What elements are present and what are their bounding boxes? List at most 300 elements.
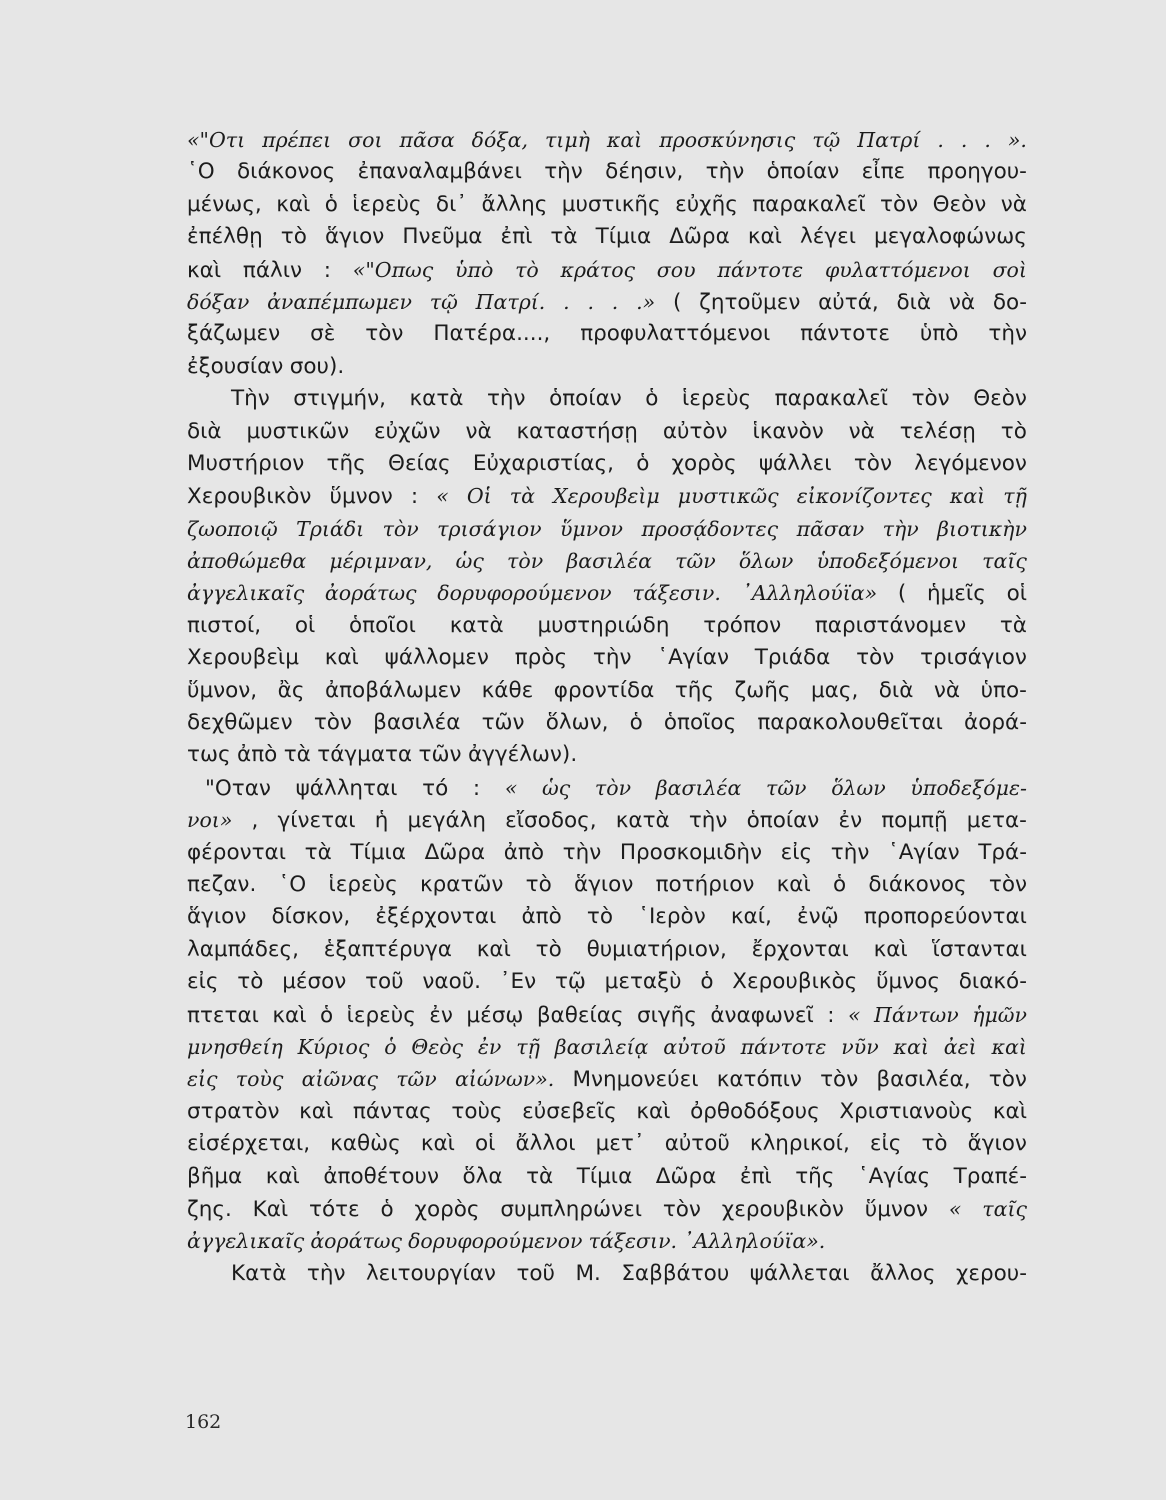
word: Χερουβικὸς [732, 969, 858, 995]
text-line [187, 254, 1027, 286]
word: τῆς [674, 677, 715, 703]
word: ὁποίαν [766, 159, 840, 185]
word: Χερουβικὸν [187, 484, 312, 510]
word: τοῦ [516, 1260, 555, 1286]
word: τὸν [856, 645, 895, 671]
word: ἀπὸ [503, 839, 545, 865]
italic-word: ἀγγελικαῖς [187, 1229, 305, 1254]
word: Τριάδα [754, 645, 831, 671]
italic-word: καὶ [991, 1034, 1027, 1059]
word: νὰ [848, 418, 875, 444]
word: τὸ [921, 1131, 948, 1157]
italic-word: δορυφορούμενον [408, 1229, 583, 1254]
italic-word: τάξεσιν. [588, 1229, 678, 1254]
word: τὸν [853, 450, 892, 476]
word: ᾽Εν [499, 969, 537, 995]
italic-word: δόξαν [187, 289, 250, 314]
italic-word: ὕμνον [559, 516, 624, 541]
word: τὰ [999, 612, 1027, 638]
italic-word: πάντοτε [740, 1034, 827, 1059]
word: πομπῇ [881, 808, 948, 834]
word: τῶν [481, 710, 525, 736]
italic-word: νοι» [187, 808, 233, 833]
word: ἅγιον [187, 904, 247, 930]
word: δο- [992, 289, 1027, 315]
word: : [827, 1002, 835, 1028]
text-line [187, 124, 1027, 156]
text-line [187, 1096, 1027, 1128]
text-line [187, 545, 1027, 577]
word: τρόπον [703, 612, 782, 638]
text-line [187, 804, 1027, 836]
word: τὴν [544, 159, 583, 185]
word: ὁ [380, 1196, 394, 1222]
word: εἰς [187, 969, 219, 995]
italic-word: εἰκονίζοντες [796, 484, 932, 509]
word: Μυστήριον [187, 450, 305, 476]
italic-word: πᾶσαν [796, 516, 865, 541]
italic-word: σου [656, 257, 696, 282]
text-line [187, 1193, 1027, 1225]
word: Θεὸν [932, 191, 987, 217]
word: ὑπὸ [919, 321, 959, 347]
word: : [410, 484, 419, 510]
word: ἀπὸ [521, 904, 562, 930]
text-line [187, 675, 1027, 707]
word: κληρικοί, [749, 1131, 850, 1157]
word: τῆς [326, 450, 366, 476]
text-line [187, 772, 1027, 804]
italic-word: ἀγγελικαῖς [187, 581, 305, 606]
italic-word: προσκύνησις [659, 128, 796, 152]
italic-word: σοι [348, 128, 383, 152]
italic-word: καὶ [949, 484, 986, 509]
text-line [187, 1128, 1027, 1160]
word: : [472, 775, 481, 801]
italic-word: τὸν [594, 775, 632, 800]
word: Πατέρα...., [433, 321, 551, 347]
word: ἐνῷ [797, 904, 839, 930]
word: μεγάλη [407, 808, 487, 834]
text-line [187, 642, 1027, 674]
word: Τίμια [576, 1163, 633, 1189]
word: ὅλα [462, 1163, 503, 1189]
italic-word: εἰς [187, 1067, 218, 1092]
word: ῾Αγίας [857, 1163, 931, 1189]
italic-word: Πατρί. [475, 289, 546, 314]
word: τῷ [554, 969, 586, 995]
word: ( [897, 581, 907, 607]
word: τὸ [1000, 418, 1027, 444]
word: τὴν [830, 839, 870, 865]
word: καὶ [324, 645, 359, 671]
word: τὸ [535, 936, 562, 962]
word: τὸν [988, 871, 1027, 897]
word: ὁ [629, 710, 643, 736]
italic-word: «"Οτι [187, 128, 246, 152]
word: εἰς [780, 839, 813, 865]
word: εἶπε [861, 159, 906, 185]
word: τὸ [280, 224, 307, 250]
word: βασιλέα, [876, 1067, 971, 1093]
word: λεγόμενον [914, 450, 1027, 476]
word: δίσκον, [271, 904, 351, 930]
italic-word: . [984, 128, 991, 152]
word: ὁ [833, 871, 847, 897]
word: ἄλλοι [515, 1131, 576, 1157]
word: τὰ [304, 839, 332, 865]
italic-word: Τριάδι [296, 516, 365, 541]
italic-word: ᾽Αλληλούϊα». [683, 1229, 826, 1254]
text-line [187, 901, 1027, 933]
word: εἴσοδος, [505, 808, 597, 834]
word: μας, [810, 677, 859, 703]
italic-word: πρέπει [262, 128, 332, 152]
word: καὶ [747, 224, 782, 250]
word: ἱερεὺς [681, 386, 752, 412]
word: ἄλλης [481, 191, 548, 217]
italic-word: αἰώνων». [454, 1067, 555, 1092]
word: μέσον [282, 969, 347, 995]
italic-word: τρισάγιον [437, 516, 542, 541]
word: καὶ [992, 1098, 1027, 1124]
italic-word: βασιλέα [655, 775, 742, 800]
italic-word: ἀποθώμεθα [187, 549, 307, 574]
word: χερου- [955, 1260, 1027, 1286]
word: ἱερεὺς [328, 871, 398, 897]
italic-word: τῇ [1003, 484, 1027, 509]
italic-word: καὶ [893, 1034, 929, 1059]
word: , [251, 808, 259, 834]
word: στιγμήν, [293, 386, 386, 412]
text-line [187, 739, 1027, 771]
word: κατὰ [615, 808, 670, 834]
word: λέγει [800, 224, 856, 250]
word: ὕμνον [329, 484, 393, 510]
word: Μνημονεύει [572, 1067, 699, 1093]
word: Τρά- [978, 839, 1027, 865]
italic-word: αἰῶνας [301, 1067, 378, 1092]
italic-word: . [563, 289, 570, 314]
word: ζητοῦμεν [699, 289, 801, 315]
word: διὰ [896, 289, 932, 315]
word: καὶ [187, 257, 222, 283]
italic-word: . [937, 128, 944, 152]
italic-word: Οἱ [466, 484, 492, 509]
italic-word: ». [1007, 128, 1027, 152]
italic-word: τὸν [382, 516, 419, 541]
text-line [187, 156, 1027, 188]
word: ναοῦ. [422, 969, 482, 995]
word: τὴν [592, 645, 632, 671]
italic-word: δόξα, [471, 128, 528, 152]
word: ἅγιον [574, 871, 634, 897]
word: μεγαλοφώνως [874, 224, 1027, 250]
word: ὁ [700, 969, 714, 995]
word: αὐτά, [818, 289, 879, 315]
word: εὐσεβεῖς [522, 1098, 617, 1124]
word: νὰ [948, 289, 976, 315]
word: κρατῶν [419, 871, 504, 897]
text-line [187, 221, 1027, 253]
italic-word: πᾶσα [399, 128, 455, 152]
word: ἐπαναλαμβάνει [357, 159, 522, 185]
text-line [187, 448, 1027, 480]
italic-word: . [587, 289, 594, 314]
word: μυστηριώδη [537, 612, 670, 638]
word: πάντας [352, 1098, 432, 1124]
italic-word: νῦν [841, 1034, 879, 1059]
word: ἡμεῖς [927, 581, 986, 607]
word: ἐν [838, 808, 863, 834]
text-line [187, 1031, 1027, 1063]
word: στρατὸν [187, 1098, 280, 1124]
word: ἐν [429, 1002, 453, 1028]
italic-word: ὁ [384, 1034, 397, 1059]
word: ἱκανὸν [752, 418, 824, 444]
word: ἀποθέτουν [323, 1163, 439, 1189]
word: ὁποίαν [549, 386, 622, 412]
text-line [187, 383, 1027, 415]
word: συμπληρώνει [500, 1196, 642, 1222]
word: Πνεῦμα [402, 224, 483, 250]
word: μεταξὺ [604, 969, 682, 995]
word: Τίμια [350, 839, 406, 865]
word: Τραπέ- [953, 1163, 1027, 1189]
word: λαμπάδες, [187, 936, 299, 962]
word: Δῶρα [655, 1163, 717, 1189]
italic-word: ἀναπέμπωμεν [267, 289, 412, 314]
italic-word: ἐν [477, 1034, 502, 1059]
word: ἑξαπτέρυγα [323, 936, 452, 962]
word: Καὶ [252, 1196, 289, 1222]
word: καὶ [776, 871, 811, 897]
word: ἀγγέλων). [467, 742, 578, 768]
word: παριστάνομεν [814, 612, 967, 638]
text-line [187, 1063, 1027, 1095]
text-line [187, 837, 1027, 869]
word: καὶ [299, 1098, 334, 1124]
word: ἐπὶ [739, 1163, 772, 1189]
word: τὸν [820, 1067, 859, 1093]
italic-word: βασιλείᾳ [554, 1034, 649, 1059]
word: φροντίδα [553, 677, 655, 703]
word: ῾Αγίαν [657, 645, 729, 671]
italic-word: ὡς [455, 549, 484, 574]
word: : [323, 257, 332, 283]
word: ἐξουσίαν [187, 353, 284, 379]
italic-word: τὸν [507, 549, 544, 574]
text-line [187, 869, 1027, 901]
word: βῆμα [187, 1163, 243, 1189]
word: τὸν [365, 321, 404, 347]
word: Δῶρα [424, 839, 486, 865]
italic-word: ὅλων [738, 549, 794, 574]
italic-word: τῶν [766, 775, 807, 800]
word: καὶ [276, 191, 311, 217]
body-text [187, 124, 1027, 1290]
word: μυστικῆς [561, 191, 661, 217]
italic-word: ἀεὶ [943, 1034, 977, 1059]
word: ἀποβάλωμεν [324, 677, 462, 703]
word: καταστήσῃ [516, 418, 638, 444]
word: ἀπὸ [237, 742, 278, 768]
word: τό [422, 775, 449, 801]
word: ἐπὶ [500, 224, 533, 250]
word: τοὺς [451, 1098, 503, 1124]
italic-word: ᾽Αλληλούϊα» [741, 581, 878, 606]
text-line [187, 318, 1027, 350]
italic-word: .» [636, 289, 656, 314]
text-line [187, 999, 1027, 1031]
italic-word: αὐτοῦ [663, 1034, 726, 1059]
word: τὰ [526, 1163, 554, 1189]
word: τὴν [306, 1260, 346, 1286]
word: γίνεται [277, 808, 356, 834]
word: μέσῳ [466, 1002, 524, 1028]
word: ἂς [277, 677, 305, 703]
word: τὴν [705, 159, 745, 185]
italic-word: τὰ [509, 484, 535, 509]
italic-word: πάντοτε [717, 257, 804, 282]
word: ἐξέρχονται [375, 904, 497, 930]
italic-word: ὑποδεξόμε- [910, 775, 1027, 800]
word: καί, [730, 904, 772, 930]
italic-word: τῷ [429, 289, 458, 314]
text-line [187, 707, 1027, 739]
italic-word: « [848, 1002, 861, 1027]
text-line [187, 351, 1027, 383]
word: τὸν [911, 386, 950, 412]
word: τὴν [486, 386, 526, 412]
italic-word: ἡμῶν [972, 1002, 1027, 1027]
word: οἱ [294, 612, 316, 638]
word: διάκονος [868, 871, 967, 897]
word: τὸν [662, 1196, 701, 1222]
italic-word: ταῖς [982, 1196, 1027, 1221]
italic-word: βασιλέα [566, 549, 652, 574]
word: ζωῆς [734, 677, 791, 703]
word: παρακαλεῖ [774, 386, 889, 412]
word: Τίμια [595, 224, 652, 250]
word: καθὼς [330, 1131, 401, 1157]
word: τὸ [525, 871, 552, 897]
italic-word: ἀοράτως [310, 1229, 402, 1254]
word: ὁ [319, 1002, 334, 1028]
italic-word: προσᾴδοντες [641, 516, 779, 541]
italic-word: Θεὸς [411, 1034, 464, 1059]
word: ἄλλος [870, 1260, 936, 1286]
word: ἀναφωνεῖ [710, 1002, 814, 1028]
italic-word: ταῖς [982, 549, 1027, 574]
italic-word: « [948, 1196, 962, 1221]
word: κατὰ [449, 612, 504, 638]
word: ῾Ιερὸν [638, 904, 706, 930]
word: εὐχῆς [675, 191, 738, 217]
word: τὸ [237, 969, 264, 995]
word: ὕμνον [864, 1196, 929, 1222]
text-line [187, 416, 1027, 448]
word: κάθε [481, 677, 534, 703]
word: ἱερεὺς [352, 191, 422, 217]
word: χορὸς [414, 1196, 480, 1222]
text-line [187, 513, 1027, 545]
word: τρισάγιον [920, 645, 1027, 671]
word: ( [672, 289, 682, 315]
word: τὸν [313, 710, 352, 736]
word: Κατὰ [231, 1260, 287, 1286]
word: σου). [289, 353, 345, 379]
word: τὸν [988, 1067, 1027, 1093]
word: ἔρχονται [751, 936, 849, 962]
word: πρὸς [514, 645, 568, 671]
italic-word: ὑπὸ [455, 257, 494, 282]
word: πεζαν. [187, 871, 257, 897]
word: σιγῆς [637, 1002, 697, 1028]
word: ὁποῖοι [349, 612, 416, 638]
text-line [187, 934, 1027, 966]
italic-word: δορυφορούμενον [437, 581, 612, 606]
italic-word: τάξεσιν. [632, 581, 721, 606]
word: Θεὸν [973, 386, 1027, 412]
italic-word: τῶν [675, 549, 716, 574]
word: τὸ [586, 904, 614, 930]
word: εὐχῶν [374, 418, 441, 444]
italic-word: τοὺς [235, 1067, 284, 1092]
word: ἱερεὺς [346, 1002, 416, 1028]
italic-word: . [960, 128, 968, 152]
word: ὑπο- [980, 677, 1027, 703]
word: δεχθῶμεν [187, 710, 293, 736]
italic-word: ζωοποιῷ [187, 516, 278, 541]
word: τοῦ [365, 969, 404, 995]
italic-word: ὡς [542, 775, 571, 800]
word: ὁ [645, 386, 659, 412]
italic-word: τιμὴ [544, 128, 590, 152]
italic-word: Πατρί [857, 128, 921, 152]
word: λειτουργίαν [365, 1260, 496, 1286]
word: ψάλλεται [749, 1260, 850, 1286]
italic-word: φυλαττόμενοι [824, 257, 971, 282]
word: τῶν [418, 742, 462, 768]
italic-word: βιοτικὴν [937, 516, 1027, 541]
word: ὅλων, [545, 710, 609, 736]
text-line [187, 1258, 1027, 1290]
word: διὰ [187, 418, 222, 444]
italic-word: τῇ [516, 1034, 540, 1059]
word: διάκονος [237, 159, 336, 185]
word: πάλιν [242, 257, 303, 283]
word: Μ. [575, 1260, 601, 1286]
italic-word: ὑποδεξόμενοι [816, 549, 959, 574]
word: μετα- [966, 808, 1027, 834]
word: διακό- [958, 969, 1027, 995]
word: Θείας [388, 450, 451, 476]
word: μετ᾽ [595, 1131, 645, 1157]
italic-word: κράτος [560, 257, 636, 282]
italic-word: μνησθείη [187, 1034, 283, 1059]
word: κατὰ [409, 386, 464, 412]
word: ῾Αγίαν [888, 839, 960, 865]
word: διὰ [878, 677, 914, 703]
word: ξάζωμεν [187, 321, 281, 347]
italic-word: μυστικῶς [677, 484, 779, 509]
word: νὰ [1000, 191, 1027, 217]
italic-word: ὅλων [831, 775, 886, 800]
word: ὁποίαν [746, 808, 820, 834]
word: Δῶρα [669, 224, 730, 250]
word: ἵστανται [932, 936, 1027, 962]
